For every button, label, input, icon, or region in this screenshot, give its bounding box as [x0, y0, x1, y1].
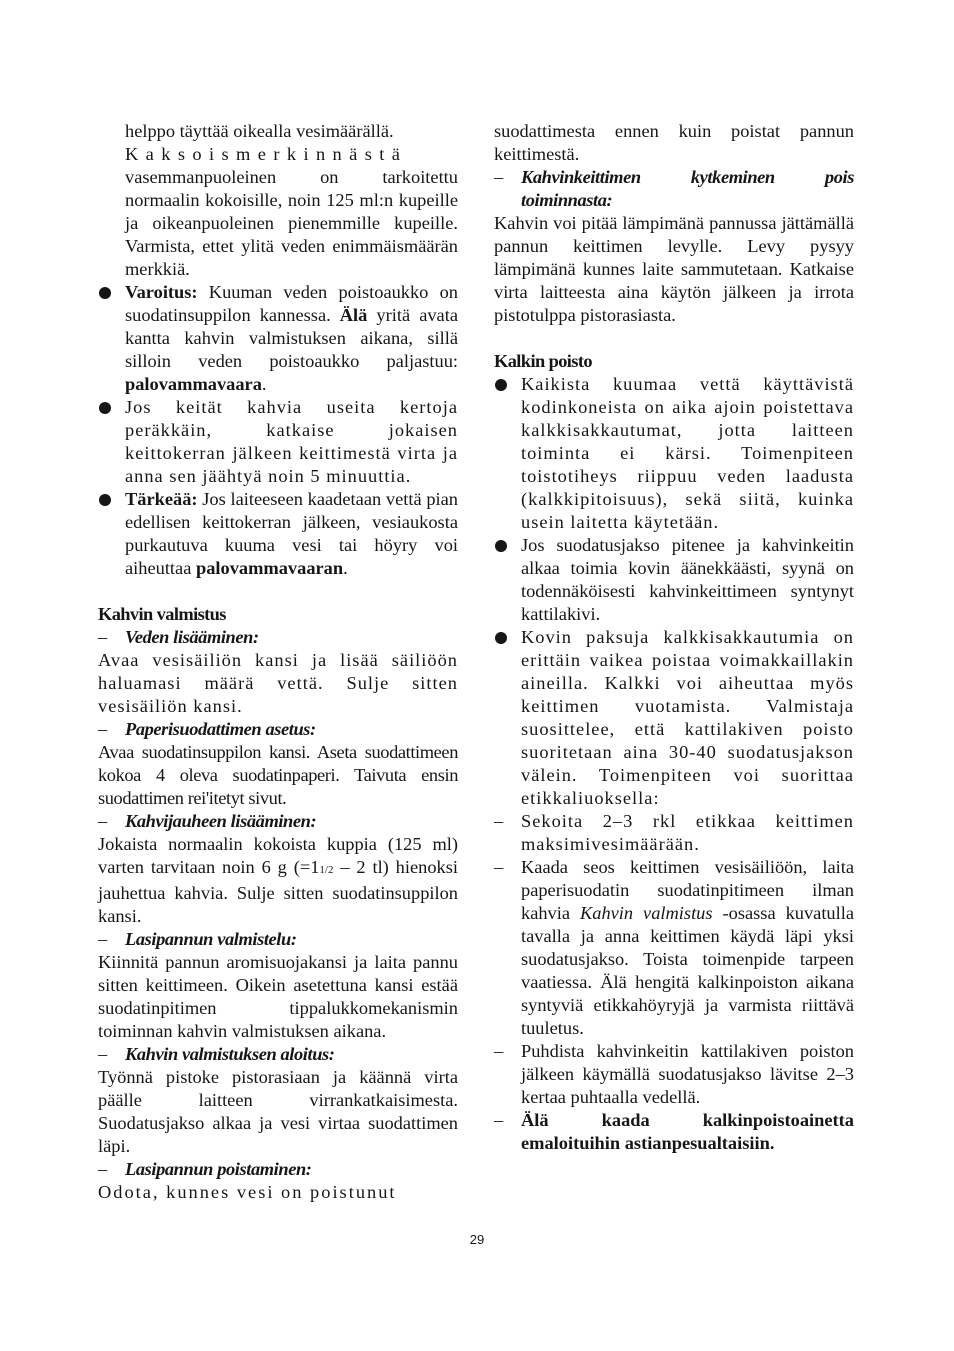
descale-step: – Kaada seos keittimen vesisäiliöön, laita paperisuodatin suodatinpitimeen ilman kahvia Kahvin valmistus -osassa kuvatulla tavalla ja anna keittimen käydä läpi yksi suodatusjakso. Toista toimenpide tarpeen vaatiessa. Älä hengitä kalkinpoiston aikana syntyviä etikkahöyryjä ja varmista riittävä tuuletus. — [494, 857, 855, 1038]
step-text: Odota, kunnes vesi on poistunut — [98, 1182, 397, 1202]
bullet-dot-icon — [495, 540, 507, 552]
bullet-slow-filtering: Jos suodatusjakso pitenee ja kahvinkeitin alkaa toimia kovin äänekkäästi, syynä on todennäköisesti kahvinkeittimeen syntynyt kattilakivi. — [494, 534, 854, 626]
step-title: – Kahvin valmistuksen aloitus: — [98, 1044, 335, 1064]
bullet-descaling-intro: Kaikista kuumaa vettä käyttävistä kodinkoneista on aika ajoin poistettava kalkkisakkautumat, jotta laitteen toiminta ei kärsi. Toimenpiteen toistotiheys riippuu veden laadusta (kalkkipitoisuus), sekä siitä, kuinka usein laitetta käytetään. — [494, 373, 854, 534]
bullet-dot-icon — [99, 287, 111, 299]
step-text: Jokaista normaalin kokoista kuppia (125 ml) varten tarvitaan noin 6 g (=11/2 – 2 tl) hienoksi jauhettua kahvia. Sulje sitten suodatinsuppilon kansi. — [98, 834, 458, 926]
bullet-repeat-brewing: Jos keität kahvia useita kertoja peräkkäin, katkaise jokaisen keittokerran jälkeen keittimestä virta ja anna sen jäähtyä noin 5 minuuttia. — [98, 396, 458, 488]
continued-text: suodattimesta ennen kuin poistat pannun keittimestä. — [494, 121, 854, 164]
step-text: Avaa suodatinsuppilon kansi. Aseta suodattimeen kokoa 4 oleva suodatinpaperi. Taivuta ensin suodattimen rei'itetyt sivut. — [98, 742, 458, 808]
descale-step: – Puhdista kahvinkeitin kattilakiven poiston jälkeen käymällä suodatusjakso lävitse 2–3 kertaa puhtaalla vedellä. — [494, 1041, 854, 1107]
intro-line-1: helppo täyttää oikealla vesimäärällä. — [125, 121, 394, 141]
intro-line-2: Kaksoismerkinnästä — [125, 144, 408, 164]
page-number: 29 — [469, 1232, 485, 1247]
step-title: – Kahvinkeittimen kytkeminen pois toiminnasta: — [494, 167, 854, 210]
section-heading: Kahvin valmistus — [98, 604, 226, 624]
bullet-dot-icon — [99, 494, 111, 506]
bullet-dot-icon — [495, 379, 507, 391]
section-heading: Kalkin poisto — [494, 351, 592, 371]
step-text: Kiinnitä pannun aromisuojakansi ja laita pannu sitten keittimeen. Oikein asetettuna kansi estää suodatinpitimen tippalukkomekanismin toiminnan kahvin valmistuksen aikana. — [98, 952, 458, 1041]
step-title: – Lasipannun valmistelu: — [98, 929, 297, 949]
right-column — [494, 120, 854, 1155]
step-title: – Veden lisääminen: — [98, 627, 259, 647]
bullet-dot-icon — [99, 402, 111, 414]
descale-step: – Sekoita 2–3 rkl etikkaa keittimen maksimivesimäärään. — [494, 811, 854, 854]
bullet-important: Tärkeää: Jos laiteeseen kaadetaan vettä pian edellisen keittokerran jälkeen, vesiaukosta purkautuva kuuma vesi tai höyry voi aiheuttaa palovammavaaran. — [98, 488, 458, 580]
step-text: Kahvin voi pitää lämpimänä pannussa jättämällä pannun keittimen levylle. Levy pysyy lämpimänä kunnes laite sammutetaan. Katkaise virta laitteesta aina käytön jälkeen ja irrota pistotulppa pistorasiasta. — [494, 213, 854, 325]
step-title: – Kahvijauheen lisääminen: — [98, 811, 317, 831]
intro-paragraph: vasemmanpuoleinen on tarkoitettu normaalin kokoisille, noin 125 ml:n kupeille ja oikeanpuoleinen pienemmille kupeille. Varmista, ettet ylitä veden enimmäismäärän merkkiä. — [125, 167, 458, 279]
step-title: – Paperisuodattimen asetus: — [98, 719, 316, 739]
step-title: – Lasipannun poistaminen: — [98, 1159, 312, 1179]
bullet-thick-deposits: Kovin paksuja kalkkisakkautumia on erittäin vaikea poistaa voimakkaillakin aineilla. Kalkki voi aiheuttaa myös keittimen vuotamista. Valmistaja suosittelee, että kattilakiven poisto suoritetaan aina 30-40 suodatusjakson välein. Toimenpiteen voi suorittaa etikkaliuoksella: — [494, 626, 854, 810]
descale-warning: – Älä kaada kalkinpoistoainetta emaloituihin astianpesualtaisiin. — [494, 1110, 854, 1153]
step-text: Työnnä pistoke pistorasiaan ja käännä virta päälle laitteen virrankatkaisimesta. Suodatusjakso alkaa ja vesi virtaa suodattimen läpi. — [98, 1067, 458, 1156]
step-text: Avaa vesisäiliön kansi ja lisää säiliöön haluamasi määrä vettä. Sulje sitten vesisäiliön kansi. — [98, 650, 458, 716]
bullet-dot-icon — [495, 632, 507, 644]
bullet-warning: Varoitus: Kuuman veden poistoaukko on suodatinsuppilon kannessa. Älä yritä avata kantta kahvin valmistuksen aikana, sillä silloin veden poistoaukko paljastuu: palovammavaara. — [98, 281, 458, 396]
left-column — [98, 120, 458, 1204]
